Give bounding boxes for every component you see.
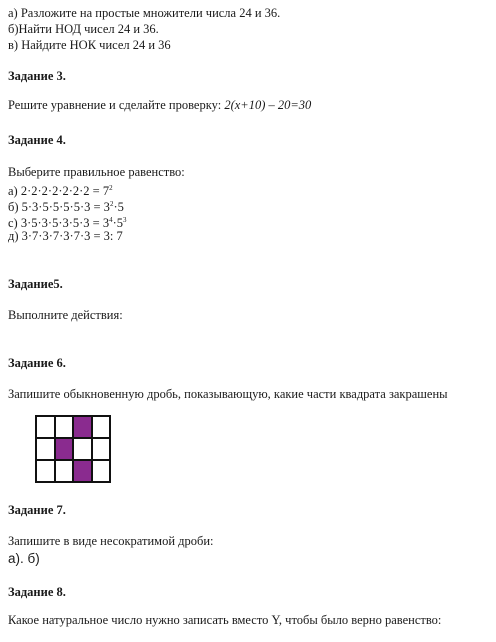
task4-heading: Задание 4. xyxy=(8,133,66,147)
task3-equation: 2(x+10) – 20=30 xyxy=(224,98,312,112)
task-line-b: б)Найти НОД чисел 24 и 36. xyxy=(8,22,159,36)
grid-cell-shaded xyxy=(56,439,73,459)
task8-text: Какое натуральное число нужно записать вместо Y, чтобы было верно равенство: xyxy=(8,613,442,627)
grid-cell-empty xyxy=(93,417,110,437)
task4-option-b xyxy=(8,197,124,214)
option-b-exponent: 2 xyxy=(109,200,114,208)
task4-option-d: д) 3·7·3·7·3·7·3 = 3: 7 xyxy=(8,229,123,243)
task7-heading: Задание 7. xyxy=(8,503,66,517)
option-c-exponent-2: 3 xyxy=(123,216,127,224)
task4-option-c xyxy=(8,213,127,230)
option-c-exponent-1: 4 xyxy=(109,216,113,224)
task6-text: Запишите обыкновенную дробь, показывающую, какие части квадрата закрашены xyxy=(8,387,448,401)
grid-cell-empty xyxy=(74,439,91,459)
grid-cell-empty xyxy=(37,461,54,481)
task5-heading: Задание5. xyxy=(8,277,63,291)
option-a-exponent: 2 xyxy=(109,184,113,192)
grid-cell-empty xyxy=(56,417,73,437)
option-a-base: а) 2·2·2·2·2·2·2 = 7 xyxy=(8,184,110,198)
option-b-base: б) 5·3·5·5·5·5·3 = 3 xyxy=(8,200,110,214)
task-line-a: а) Разложите на простые множители числа 24 и 36. xyxy=(8,6,281,20)
task4-text: Выберите правильное равенство: xyxy=(8,165,185,179)
task3-text xyxy=(8,98,311,112)
task8-heading: Задание 8. xyxy=(8,585,66,599)
grid-cell-shaded xyxy=(74,417,91,437)
grid-cell-shaded xyxy=(74,461,91,481)
option-c-mid: ·5 xyxy=(112,216,124,230)
option-c-base: с) 3·5·3·5·3·5·3 = 3 xyxy=(8,216,110,230)
task-line-c: в) Найдите НОК чисел 24 и 36 xyxy=(8,38,171,52)
task5-text: Выполните действия: xyxy=(8,308,123,322)
task7-text: Запишите в виде несократимой дроби: xyxy=(8,534,214,548)
shaded-square-grid xyxy=(35,415,111,483)
grid-cell-empty xyxy=(93,461,110,481)
grid-cell-empty xyxy=(37,439,54,459)
grid-cell-empty xyxy=(56,461,73,481)
grid-cell-empty xyxy=(37,417,54,437)
task7-options: а). б) xyxy=(8,551,40,566)
task3-heading: Задание 3. xyxy=(8,69,66,83)
grid-cell-empty xyxy=(93,439,110,459)
option-b-tail: ·5 xyxy=(113,200,124,214)
task3-instruction: Решите уравнение и сделайте проверку: xyxy=(8,98,225,112)
task6-heading: Задание 6. xyxy=(8,356,66,370)
task4-option-a xyxy=(8,181,113,198)
